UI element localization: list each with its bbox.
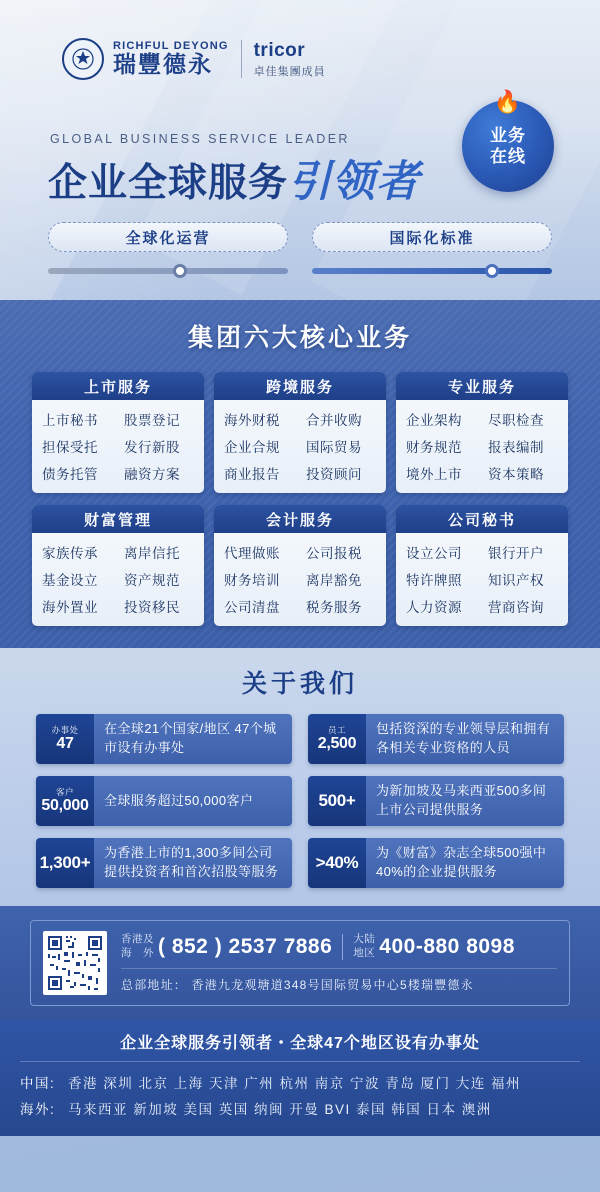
card-item: 尽职检查 (488, 413, 544, 428)
brand-logo[interactable] (62, 38, 326, 80)
fact-number (308, 776, 366, 826)
card-row (224, 463, 376, 483)
fact-number (36, 838, 94, 888)
fact-number (308, 714, 366, 764)
card-body (214, 400, 386, 493)
fact-label: 办事处 (51, 724, 79, 735)
core-business-title: 集团六大核心业务 (187, 324, 412, 352)
card-item: 知识产权 (488, 573, 544, 588)
card-title: 财富管理 (32, 505, 204, 533)
card-item: 银行开户 (488, 546, 544, 561)
slogan-chinese-accent: 引领者 (288, 159, 421, 206)
partner-name-cn: 卓佳集團成員 (253, 65, 326, 78)
badge-line-2: 在线 (490, 147, 526, 166)
logo-divider (241, 40, 242, 78)
card-row (42, 542, 194, 562)
core-business-grid (0, 372, 600, 626)
about-facts-grid (0, 714, 600, 888)
fact-value: 2,500 (317, 735, 357, 753)
slider-international-standard[interactable] (312, 266, 552, 276)
card-item: 代理做账 (224, 546, 280, 561)
card-row (406, 463, 558, 483)
fact-hk-listed (36, 838, 292, 888)
card-row (42, 569, 194, 589)
fact-text: 为香港上市的1,300多间公司提供投资者和首次招股等服务 (94, 838, 292, 888)
card-item: 财务规范 (406, 440, 462, 455)
card-item: 国际贸易 (306, 440, 362, 455)
card-row (406, 569, 558, 589)
card-item: 报表编制 (488, 440, 544, 455)
card-row (406, 409, 558, 429)
card-title: 会计服务 (214, 505, 386, 533)
card-title: 专业服务 (396, 372, 568, 400)
service-card-cross-border[interactable] (214, 372, 386, 493)
fact-value: 500+ (318, 791, 356, 810)
phone-cn[interactable]: 400-880 8098 (379, 934, 515, 958)
card-item: 海外财税 (224, 413, 280, 428)
card-row (42, 463, 194, 483)
card-item: 债务托管 (42, 467, 98, 482)
slider-track (312, 268, 552, 274)
header-section (0, 0, 600, 300)
about-title: 关于我们 (241, 670, 358, 698)
card-body (214, 533, 386, 626)
footer-title: 企业全球服务引领者・全球47个地区设有办事处 (20, 1030, 580, 1062)
card-item: 特许牌照 (406, 573, 462, 588)
service-card-accounting[interactable] (214, 505, 386, 626)
card-row (42, 409, 194, 429)
card-body (396, 400, 568, 493)
card-item: 企业架构 (406, 413, 462, 428)
pill-global-operations: 全球化运营 (48, 222, 288, 252)
service-card-professional[interactable] (396, 372, 568, 493)
phone-row (121, 933, 557, 959)
card-item: 发行新股 (124, 440, 180, 455)
company-emblem-icon (62, 38, 104, 80)
fact-fortune-500 (308, 838, 564, 888)
card-row (224, 436, 376, 456)
fact-text: 为新加坡及马来西亚500多间上市公司提供服务 (366, 776, 564, 826)
brand-name-cn: 瑞豐德永 (113, 51, 213, 78)
contact-section (0, 906, 600, 1020)
card-item: 营商咨询 (488, 600, 544, 615)
card-row (224, 409, 376, 429)
footer-row-key: 海外: (20, 1101, 56, 1117)
card-row (406, 596, 558, 616)
card-row (224, 542, 376, 562)
fact-value: 50,000 (41, 797, 89, 815)
region-label-hk: 香港及 海 外 (121, 933, 154, 959)
card-title: 公司秘书 (396, 505, 568, 533)
feature-pills (48, 222, 552, 252)
slogan-chinese-main: 企业全球服务 (48, 162, 289, 205)
card-item: 税务服务 (306, 600, 362, 615)
card-item: 离岸信托 (124, 546, 180, 561)
slider-knob[interactable] (173, 264, 187, 278)
card-item: 财务培训 (224, 573, 280, 588)
card-body (32, 533, 204, 626)
contact-details (121, 933, 557, 992)
slider-group (48, 266, 552, 276)
qr-code-icon[interactable] (43, 931, 107, 995)
footer-row-key: 中国: (20, 1076, 56, 1091)
card-item: 投资顾问 (306, 467, 362, 482)
card-title: 上市服务 (32, 372, 204, 400)
fact-offices (36, 714, 292, 764)
fact-text: 为《财富》杂志全球500强中40%的企业提供服务 (366, 838, 564, 888)
flame-icon: 🔥 (493, 89, 523, 114)
core-business-section (0, 300, 600, 648)
card-row (406, 542, 558, 562)
fact-text: 全球服务超过50,000客户 (94, 776, 292, 826)
card-row (224, 596, 376, 616)
card-title: 跨境服务 (214, 372, 386, 400)
footer-row-value: 马来西亚 新加坡 美国 英国 纳闽 开曼 BVI 泰国 韩国 日本 澳洲 (68, 1101, 492, 1117)
footer-row-overseas (20, 1097, 580, 1123)
about-section (0, 648, 600, 906)
fact-value: >40% (315, 853, 359, 872)
service-card-wealth[interactable] (32, 505, 204, 626)
fact-number (36, 776, 94, 826)
service-card-company-secretary[interactable] (396, 505, 568, 626)
fact-value: 1,300+ (39, 853, 91, 872)
slider-knob[interactable] (485, 264, 499, 278)
contact-box (30, 920, 570, 1006)
card-item: 商业报告 (224, 467, 280, 482)
partner-name-en: tricor (253, 39, 306, 61)
card-item: 海外置业 (42, 600, 98, 615)
card-item: 融资方案 (124, 467, 180, 482)
card-item: 公司清盘 (224, 600, 280, 615)
head-office-address: 总部地址： 香港九龙观塘道348号国际贸易中心5楼瑞豐德永 (121, 968, 557, 993)
fact-text: 在全球21个国家/地区 47个城市设有办事处 (94, 714, 292, 764)
pill-international-standard: 国际化标准 (312, 222, 552, 252)
fact-sg-my-listed (308, 776, 564, 826)
card-item: 资本策略 (488, 467, 544, 482)
fact-number (36, 714, 94, 764)
card-item: 境外上市 (406, 467, 462, 482)
partner-logo (254, 40, 326, 79)
fact-label: 员工 (327, 724, 346, 735)
card-item: 上市秘书 (42, 413, 98, 428)
brand-text (113, 40, 229, 77)
slogan-chinese (48, 148, 420, 209)
slogan-english: GLOBAL BUSINESS SERVICE LEADER (50, 132, 350, 146)
card-row (224, 569, 376, 589)
card-body (32, 400, 204, 493)
region-label-cn: 大陆 地区 (353, 933, 376, 959)
phone-hk[interactable]: ( 852 ) 2537 7886 (158, 934, 333, 958)
footer-section (0, 1020, 600, 1136)
slider-track (48, 268, 288, 274)
card-item: 人力资源 (406, 600, 462, 615)
card-row (42, 596, 194, 616)
fact-clients (36, 776, 292, 826)
card-item: 基金设立 (42, 573, 98, 588)
brand-name-en: RICHFUL DEYONG (113, 40, 229, 53)
card-item: 企业合规 (224, 440, 280, 455)
card-item: 合并收购 (306, 413, 362, 428)
card-item: 投资移民 (124, 600, 180, 615)
badge-line-1: 业务 (490, 125, 526, 145)
card-row (42, 436, 194, 456)
card-row (406, 436, 558, 456)
service-card-listing[interactable] (32, 372, 204, 493)
card-item: 设立公司 (406, 546, 462, 561)
card-item: 家族传承 (42, 546, 98, 561)
footer-row-china (20, 1071, 580, 1097)
online-service-badge[interactable] (462, 89, 554, 192)
fact-staff (308, 714, 564, 764)
fact-text: 包括资深的专业领导层和拥有各相关专业资格的人员 (366, 714, 564, 764)
card-body (396, 533, 568, 626)
fact-value: 47 (56, 735, 74, 753)
card-item: 离岸豁免 (306, 573, 362, 588)
card-item: 担保受托 (42, 440, 98, 455)
fact-number (308, 838, 366, 888)
card-item: 股票登记 (124, 413, 180, 428)
footer-row-value: 香港 深圳 北京 上海 天津 广州 杭州 南京 宁波 青岛 厦门 大连 福州 (68, 1076, 522, 1091)
card-item: 资产规范 (124, 573, 180, 588)
fact-label: 客户 (55, 786, 74, 797)
phone-divider (342, 934, 343, 960)
card-item: 公司报税 (306, 546, 362, 561)
slider-global-operations[interactable] (48, 266, 288, 276)
